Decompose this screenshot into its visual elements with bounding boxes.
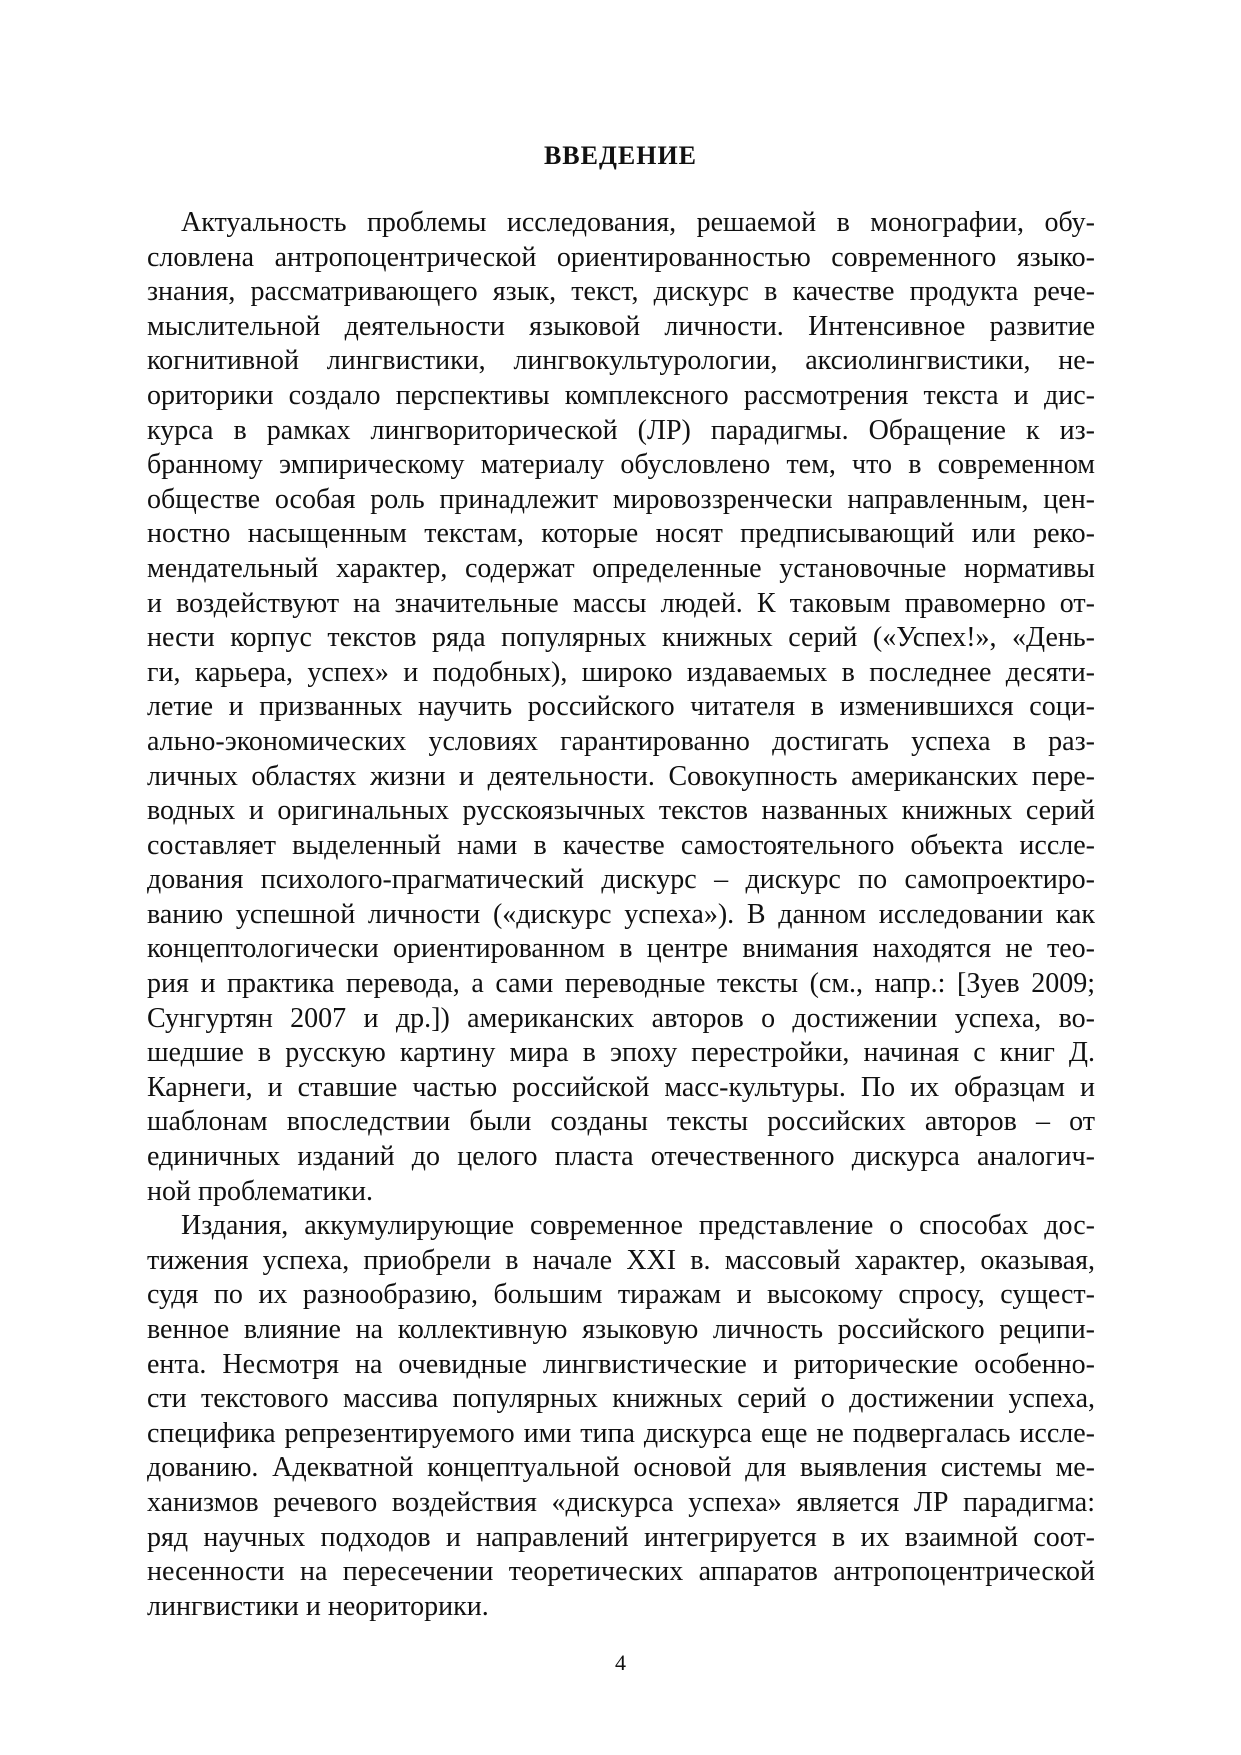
text-line: сти текстового массива популярных книжных серий о достижении успеха, — [147, 1383, 1095, 1415]
text-line: судя по их разнообразию, большим тиражам и высокому спросу, сущест- — [147, 1279, 1095, 1311]
paragraph-2 — [147, 1209, 1095, 1624]
text-line: венное влияние на коллективную языковую личность российского реципи- — [147, 1314, 1095, 1345]
text-line: ностно насыщенным текстам, которые носят предписывающий или реко- — [147, 518, 1095, 550]
text-line: когнитивной лингвистики, лингвокультурологии, аксиолингвистики, не- — [147, 345, 1095, 377]
text-line: ально-экономических условиях гарантированно достигать успеха в раз- — [147, 725, 1095, 757]
text-line: шедшие в русскую картину мира в эпоху перестройки, начиная с книг Д. — [147, 1037, 1095, 1069]
text-line: ханизмов речевого воздействия «дискурса успеха» является ЛР парадигма: — [147, 1486, 1095, 1518]
text-line: знания, рассматривающего язык, текст, дискурс в качестве продукта рече- — [147, 276, 1095, 308]
text-line: нести корпус текстов ряда популярных книжных серий («Успех!», «День- — [147, 622, 1095, 654]
text-line: лингвистики и неориторики. — [147, 1590, 489, 1622]
body-text — [147, 206, 1095, 1624]
text-line: Сунгуртян 2007 и др.]) американских авторов о достижении успеха, во- — [147, 1002, 1095, 1034]
text-line: словлена антропоцентрической ориентированностью современного языко- — [147, 241, 1095, 273]
text-line: обществе особая роль принадлежит мировоззренчески направленным, цен- — [147, 483, 1095, 515]
text-line: Издания, аккумулирующие современное представление о способах дос- — [181, 1210, 1095, 1242]
text-line: мендательный характер, содержат определенные установочные нормативы — [147, 552, 1095, 584]
text-line: и воздействуют на значительные массы людей. К таковым правомерно от- — [147, 587, 1095, 619]
text-line: летие и призванных научить российского читателя в изменившихся соци- — [147, 691, 1095, 723]
text-line: дования психолого-прагматический дискурс – дискурс по самопроектиро- — [147, 864, 1095, 896]
text-line: дованию. Адекватной концептуальной основой для выявления системы ме- — [147, 1452, 1095, 1484]
text-line: бранному эмпирическому материалу обусловлено тем, что в современном — [147, 449, 1095, 481]
text-line: Карнеги, и ставшие частью российской масс-культуры. По их образцам и — [147, 1071, 1095, 1103]
text-line: Актуальность проблемы исследования, решаемой в монографии, обу- — [181, 207, 1095, 238]
text-line: рия и практика перевода, а сами переводные тексты (см., напр.: [Зуев 2009; — [147, 968, 1095, 1000]
text-line: личных областях жизни и деятельности. Совокупность американских пере- — [147, 760, 1095, 792]
text-line: несенности на пересечении теоретических аппаратов антропоцентрической — [147, 1556, 1095, 1588]
text-line: мыслительной деятельности языковой личности. Интенсивное развитие — [147, 310, 1095, 342]
text-line: шаблонам впоследствии были созданы тексты российских авторов – от — [147, 1106, 1095, 1138]
text-line: ряд научных подходов и направлений интегрируется в их взаимной соот- — [147, 1521, 1095, 1553]
text-line: тижения успеха, приобрели в начале XXI в. массовый характер, оказывая, — [147, 1244, 1095, 1276]
page-number: 4 — [615, 1650, 626, 1675]
text-line: курса в рамках лингвориторической (ЛР) парадигмы. Обращение к из- — [147, 414, 1095, 446]
text-line: ориторики создало перспективы комплексного рассмотрения текста и дис- — [147, 379, 1095, 411]
text-line: единичных изданий до целого пласта отечественного дискурса аналогич- — [147, 1141, 1095, 1173]
text-line: ной проблематики. — [147, 1175, 373, 1207]
text-line: ента. Несмотря на очевидные лингвистические и риторические особенно- — [147, 1348, 1095, 1380]
text-line: ванию успешной личности («дискурс успеха»). В данном исследовании как — [147, 898, 1095, 930]
text-line: составляет выделенный нами в качестве самостоятельного объекта иссле- — [147, 829, 1095, 861]
text-line: водных и оригинальных русскоязычных текстов названных книжных серий — [147, 795, 1095, 827]
text-line: концептологически ориентированном в центре внимания находятся не тео- — [147, 933, 1095, 965]
text-line: ги, карьера, успех» и подобных), широко издаваемых в последнее десяти- — [147, 656, 1095, 688]
text-line: специфика репрезентируемого ими типа дискурса еще не подвергалась иссле- — [147, 1417, 1095, 1449]
paragraph-1 — [147, 206, 1095, 1209]
page-title: ВВЕДЕНИЕ — [543, 141, 698, 170]
